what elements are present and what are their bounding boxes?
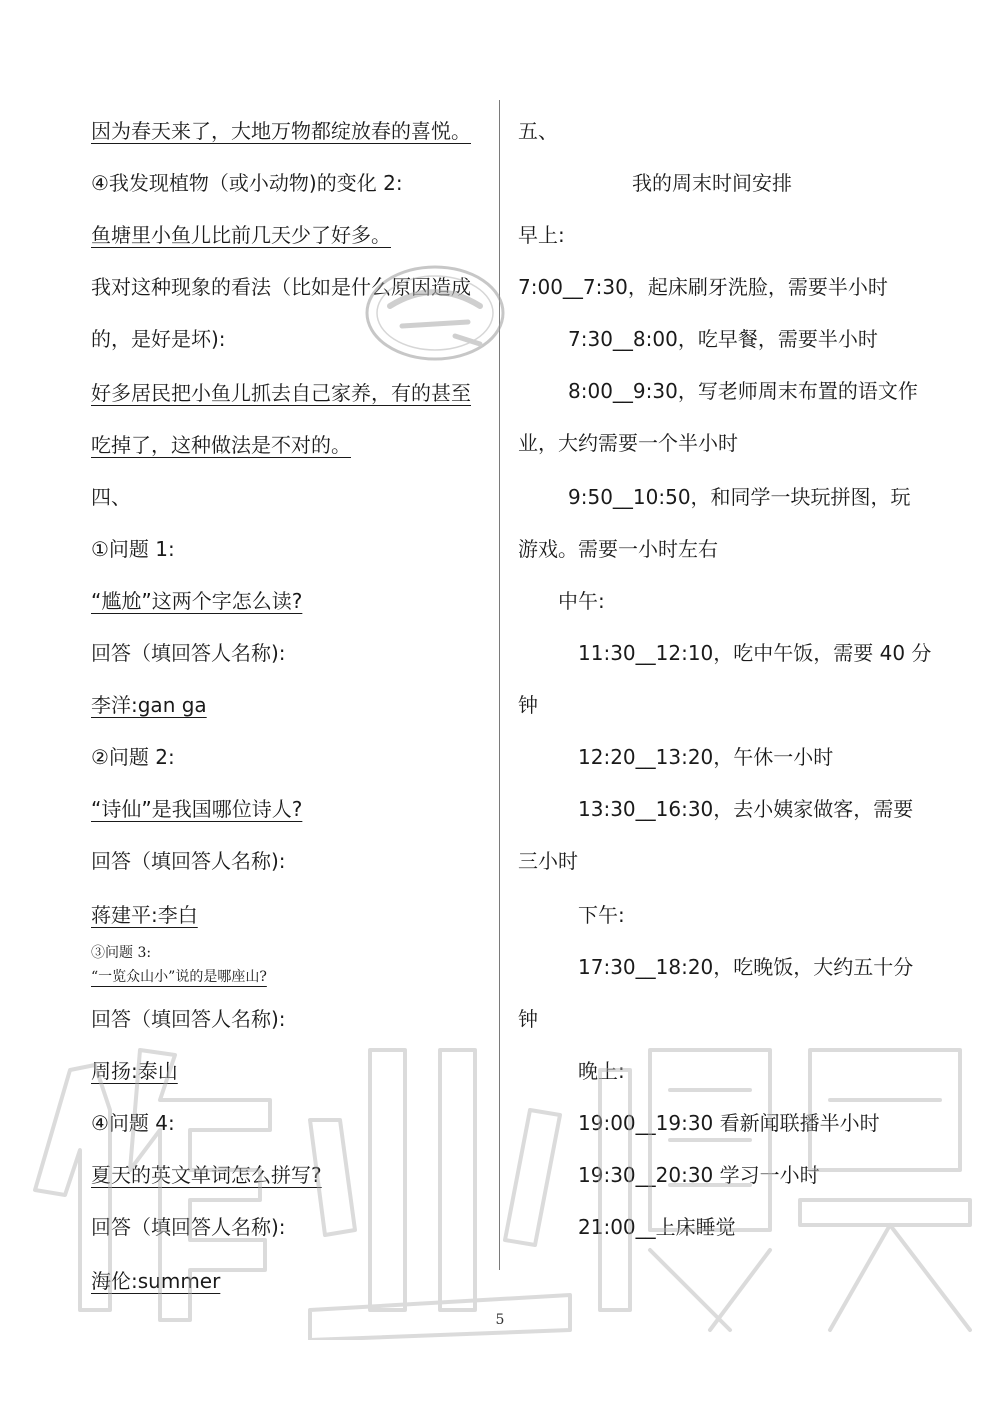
text-line: 鱼塘里小鱼儿比前几天少了好多。 — [91, 223, 391, 247]
question-text: “一览众山小”说的是哪座山? — [91, 969, 267, 985]
schedule-entry-cont: 钟 — [518, 1007, 538, 1031]
text-line: 我对这种现象的看法（比如是什么原因造成 — [91, 275, 471, 299]
schedule-entry: 19:30__20:30 学习一小时 — [578, 1163, 820, 1187]
schedule-entry: 13:30__16:30，去小姨家做客，需要 — [578, 797, 914, 821]
text-line: 因为春天来了，大地万物都绽放春的喜悦。 — [91, 119, 471, 143]
question-label: ①问题 1: — [91, 537, 175, 561]
question-label: ②问题 2: — [91, 745, 175, 769]
answer-label: 回答（填回答人名称): — [91, 1215, 286, 1239]
answer-label: 回答（填回答人名称): — [91, 641, 286, 665]
question-text: “尴尬”这两个字怎么读? — [91, 589, 303, 613]
text-line: 吃掉了，这种做法是不对的。 — [91, 433, 351, 457]
question-text: 夏天的英文单词怎么拼写? — [91, 1163, 322, 1187]
schedule-entry: 7:00__7:30，起床刷牙洗脸，需要半小时 — [518, 275, 888, 299]
period-label: 晚上: — [578, 1059, 625, 1083]
section-heading: 五、 — [518, 119, 558, 143]
answer-text: 周扬:泰山 — [91, 1059, 178, 1083]
answer-text: 蒋建平:李白 — [91, 903, 198, 927]
text-line: 好多居民把小鱼儿抓去自己家养，有的甚至 — [91, 381, 471, 405]
watermark-logo — [10, 1010, 990, 1340]
schedule-entry: 21:00__上床睡觉 — [578, 1215, 736, 1239]
section-heading: 四、 — [91, 485, 131, 509]
text-line: ④我发现植物（或小动物)的变化 2: — [91, 171, 403, 195]
page-number: 5 — [495, 1312, 505, 1328]
answer-label: 回答（填回答人名称): — [91, 849, 286, 873]
period-label: 早上: — [518, 223, 565, 247]
stamp-logo — [360, 258, 510, 368]
schedule-entry: 11:30__12:10，吃中午饭，需要 40 分 — [578, 641, 932, 665]
period-label: 下午: — [578, 903, 625, 927]
schedule-entry: 9:50__10:50，和同学一块玩拼图，玩 — [568, 485, 911, 509]
schedule-entry: 12:20__13:20，午休一小时 — [578, 745, 834, 769]
answer-label: 回答（填回答人名称): — [91, 1007, 286, 1031]
schedule-entry: 8:00__9:30，写老师周末布置的语文作 — [568, 379, 918, 403]
schedule-entry: 19:00__19:30 看新闻联播半小时 — [578, 1111, 880, 1135]
text-line: 的，是好是坏): — [91, 327, 226, 351]
schedule-entry-cont: 游戏。需要一小时左右 — [518, 537, 718, 561]
schedule-entry-cont: 业，大约需要一个半小时 — [518, 431, 738, 455]
question-label: ③问题 3: — [91, 945, 152, 961]
schedule-entry-cont: 三小时 — [518, 849, 578, 873]
schedule-entry: 17:30__18:20，吃晚饭，大约五十分 — [578, 955, 914, 979]
question-label: ④问题 4: — [91, 1111, 175, 1135]
question-text: “诗仙”是我国哪位诗人? — [91, 797, 303, 821]
period-label: 中午: — [558, 589, 605, 613]
answer-text: 海伦:summer — [91, 1269, 221, 1293]
schedule-entry-cont: 钟 — [518, 693, 538, 717]
schedule-entry: 7:30__8:00，吃早餐，需要半小时 — [568, 327, 878, 351]
schedule-title: 我的周末时间安排 — [632, 171, 792, 195]
answer-text: 李洋:gan ga — [91, 693, 207, 717]
